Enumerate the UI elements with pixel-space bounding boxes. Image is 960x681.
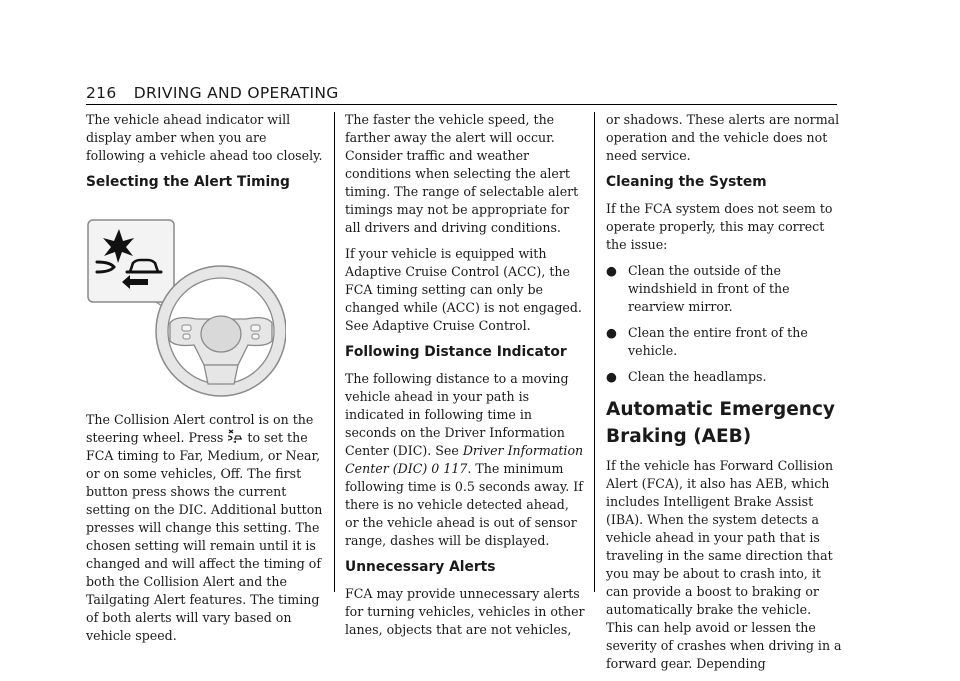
list-item (606, 262, 842, 316)
column-3 (606, 111, 842, 681)
list-item-text: Clean the entire front of the vehicle. (628, 325, 808, 358)
section-title: DRIVING AND OPERATING (133, 84, 339, 102)
control-text-a: The Collision Alert control is on the steering wheel. Press (86, 412, 314, 445)
list-item (606, 324, 842, 360)
list-item (606, 368, 842, 386)
control-text-b: to set the FCA timing to Far, Medium, or Near, or on some vehicles, Off. The first button press shows the current setting on the DIC. Additional button presses will change this setting. The chosen setting will remain until it is changed and will affect the timing of both the Collision Alert and the Tailgating Alert features. The timing of both alerts will vary based on vehicle speed. (86, 430, 323, 643)
steering-wheel (156, 266, 286, 396)
aeb-paragraph: If the vehicle has Forward Collision Alert (FCA), it also has AEB, which includes Intelligent Brake Assist (IBA). When the system detects a vehicle ahead in your path that is traveling in the same direction that you may be about to crash into, it can provide a boost to braking or automatically brake the vehicle. This can help avoid or lessen the severity of crashes when driving in a forward gear. Depending (606, 458, 842, 671)
following-text-a: The following distance to a moving vehicle ahead in your path is indicated in following time in seconds on the Driver Information Center (DIC). See (345, 371, 569, 458)
column-2 (345, 111, 585, 647)
heading-following-distance: Following Distance Indicator (345, 344, 567, 360)
list-item-text: Clean the headlamps. (628, 369, 767, 384)
column-1 (86, 111, 326, 653)
cleaning-intro-paragraph: If the FCA system does not seem to operate properly, this may correct the issue: (606, 201, 833, 252)
heading-aeb: Automatic Emergency Braking (AEB) (606, 399, 835, 447)
bullet: ● (606, 263, 617, 278)
page-number: 216 (86, 84, 117, 102)
column-divider-1 (334, 112, 335, 592)
cleaning-list (606, 262, 842, 386)
vehicle-ahead-paragraph: The vehicle ahead indicator will display amber when you are following a vehicle ahead too closely. (86, 112, 323, 163)
collision-alert-control-paragraph (86, 411, 326, 645)
vehicle-speed-paragraph: The faster the vehicle speed, the farther away the alert will occur. Consider traffic and weather conditions when selecting the alert timing. The range of selectable alert timings may not be appropriate for all drivers and driving conditions. (345, 112, 579, 235)
acc-paragraph: If your vehicle is equipped with Adaptive Cruise Control (ACC), the FCA timing setting can only be changed while (ACC) is not engaged. See Adaptive Cruise Control. (345, 246, 582, 333)
page-header (86, 84, 837, 104)
list-item-text: Clean the outside of the windshield in front of the rearview mirror. (628, 263, 790, 314)
bullet: ● (606, 325, 617, 340)
unnecessary-alerts-paragraph: FCA may provide unnecessary alerts for turning vehicles, vehicles in other lanes, objects that are not vehicles, (345, 586, 585, 637)
steering-wheel-illustration (86, 205, 286, 401)
heading-unnecessary-alerts: Unnecessary Alerts (345, 559, 496, 575)
dic-link[interactable]: Driver Information Center (DIC) (345, 443, 584, 476)
header-rule (86, 104, 837, 105)
following-text-b: . The minimum following time is 0.5 seconds away. If there is no vehicle detected ahead, or the vehicle ahead is out of sensor range, dashes will be displayed. (345, 461, 583, 548)
collision-alert-timing-icon (227, 429, 243, 443)
column-divider-2 (594, 112, 595, 592)
dic-page-ref[interactable]: 0 117 (431, 461, 468, 476)
bullet: ● (606, 369, 617, 384)
shadows-paragraph: or shadows. These alerts are normal operation and the vehicle does not need service. (606, 112, 840, 163)
heading-selecting-alert-timing: Selecting the Alert Timing (86, 174, 290, 190)
following-distance-paragraph (345, 370, 585, 550)
heading-cleaning-system: Cleaning the System (606, 174, 767, 190)
